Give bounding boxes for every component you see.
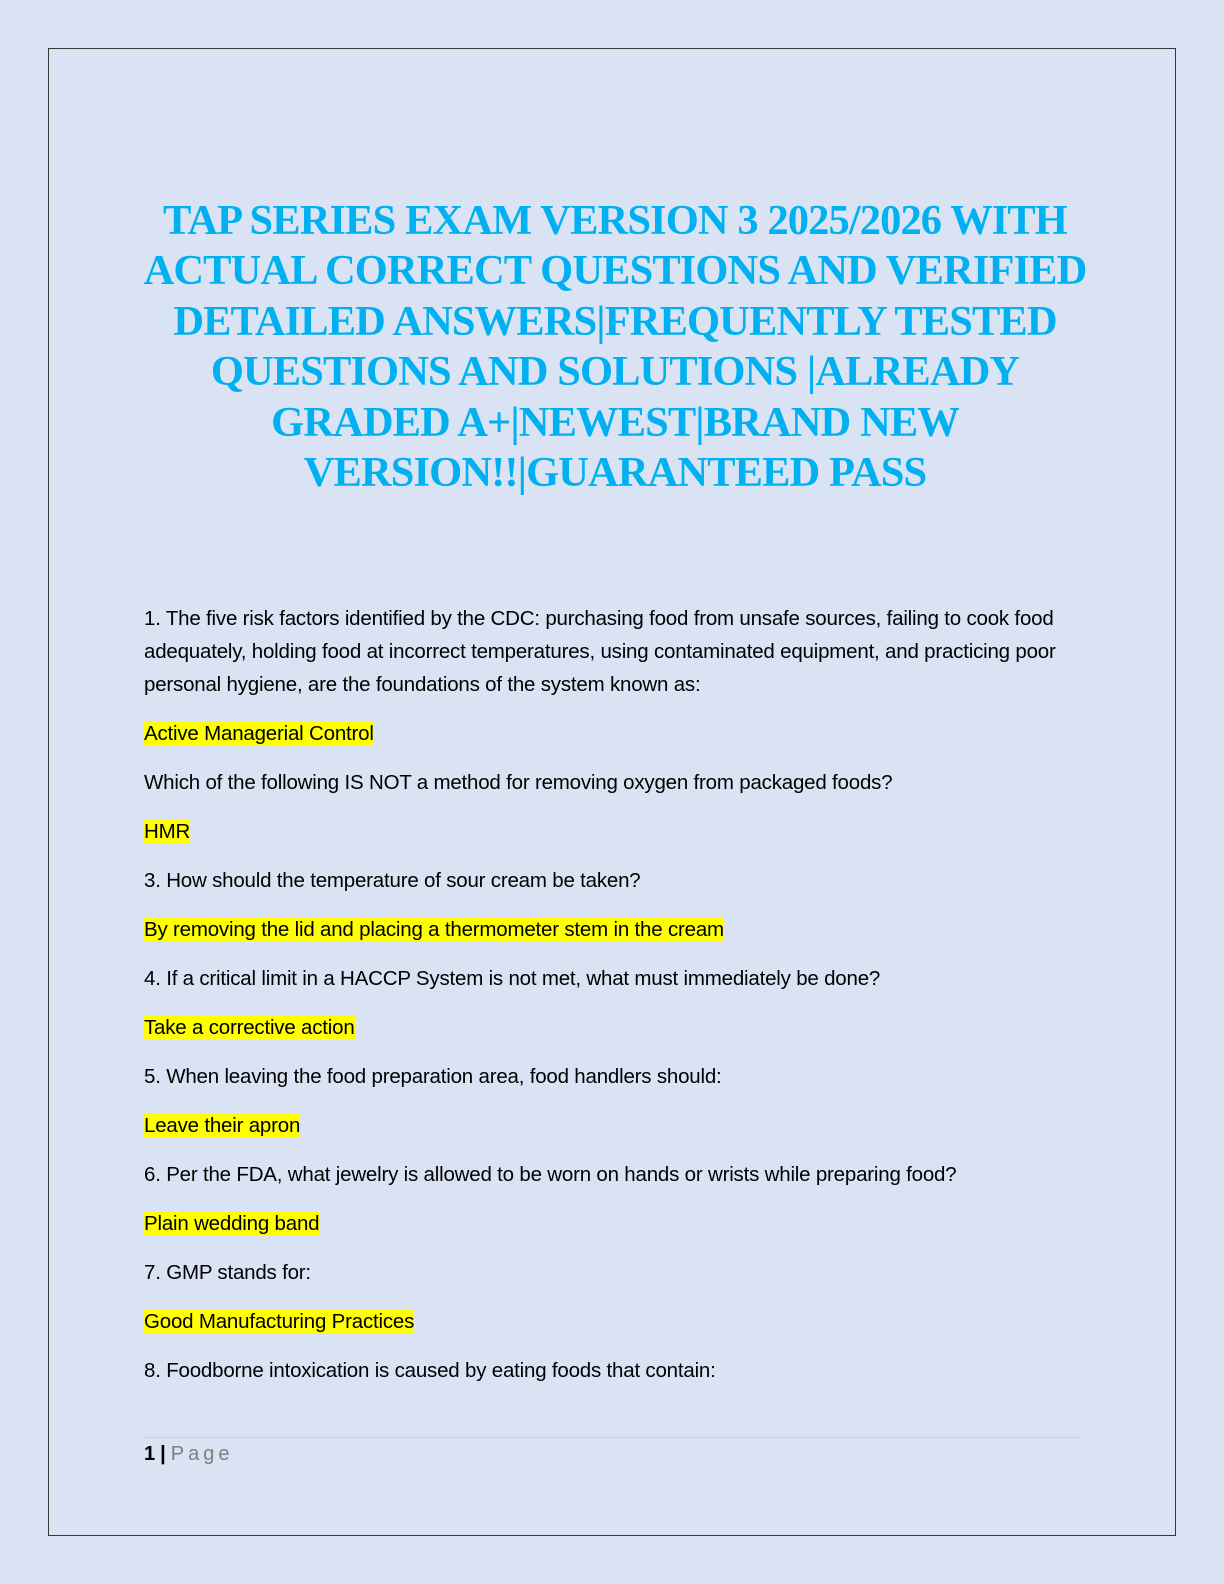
answer-highlight: HMR [144, 820, 191, 843]
answer-highlight: Active Managerial Control [144, 722, 374, 745]
question-4: 4. If a critical limit in a HACCP System is not met, what must immediately be done? [144, 967, 881, 990]
answer-2 [144, 815, 1084, 848]
answer-highlight: Leave their apron [144, 1114, 301, 1137]
answer-1 [144, 717, 1084, 750]
page-footer [144, 1440, 233, 1468]
answer-highlight: Good Manufacturing Practices [144, 1310, 415, 1333]
question-2: Which of the following IS NOT a method for removing oxygen from packaged foods? [144, 771, 893, 794]
question-7: 7. GMP stands for: [144, 1261, 311, 1284]
answer-highlight: Plain wedding band [144, 1212, 320, 1235]
answer-5 [144, 1109, 1084, 1142]
question-6: 6. Per the FDA, what jewelry is allowed to be worn on hands or wrists while preparing food? [144, 1163, 957, 1186]
question-3: 3. How should the temperature of sour cream be taken? [144, 869, 641, 892]
answer-7 [144, 1305, 1084, 1338]
answer-highlight: Take a corrective action [144, 1016, 355, 1039]
answer-4 [144, 1011, 1084, 1044]
answer-highlight: By removing the lid and placing a thermometer stem in the cream [144, 918, 724, 941]
answer-6 [144, 1207, 1084, 1240]
page-separator: | [160, 1443, 166, 1465]
qa-list [144, 602, 1084, 1403]
page-label: Page [170, 1443, 234, 1465]
answer-3 [144, 913, 1084, 946]
page-number: 1 [144, 1443, 156, 1465]
question-1: 1. The five risk factors identified by the CDC: purchasing food from unsafe sources, failing to cook food adequately, holding food at incorrect temperatures, using contaminated equipment, and practicing poor personal hygiene, are the foundations of the system known as: [144, 607, 1056, 696]
document-title: TAP SERIES EXAM VERSION 3 2025/2026 WITH ACTUAL CORRECT QUESTIONS AND VERIFIED DETAILED ANSWERS|FREQUENTLY TESTED QUESTIONS AND SOLUTIONS |ALREADY GRADED A+|NEWEST|BRAND NEW VERSION!!|GUARANTEED PASS [143, 197, 1087, 497]
question-5: 5. When leaving the food preparation area, food handlers should: [144, 1065, 722, 1088]
footer-divider [144, 1437, 1080, 1438]
question-8: 8. Foodborne intoxication is caused by eating foods that contain: [144, 1359, 716, 1382]
